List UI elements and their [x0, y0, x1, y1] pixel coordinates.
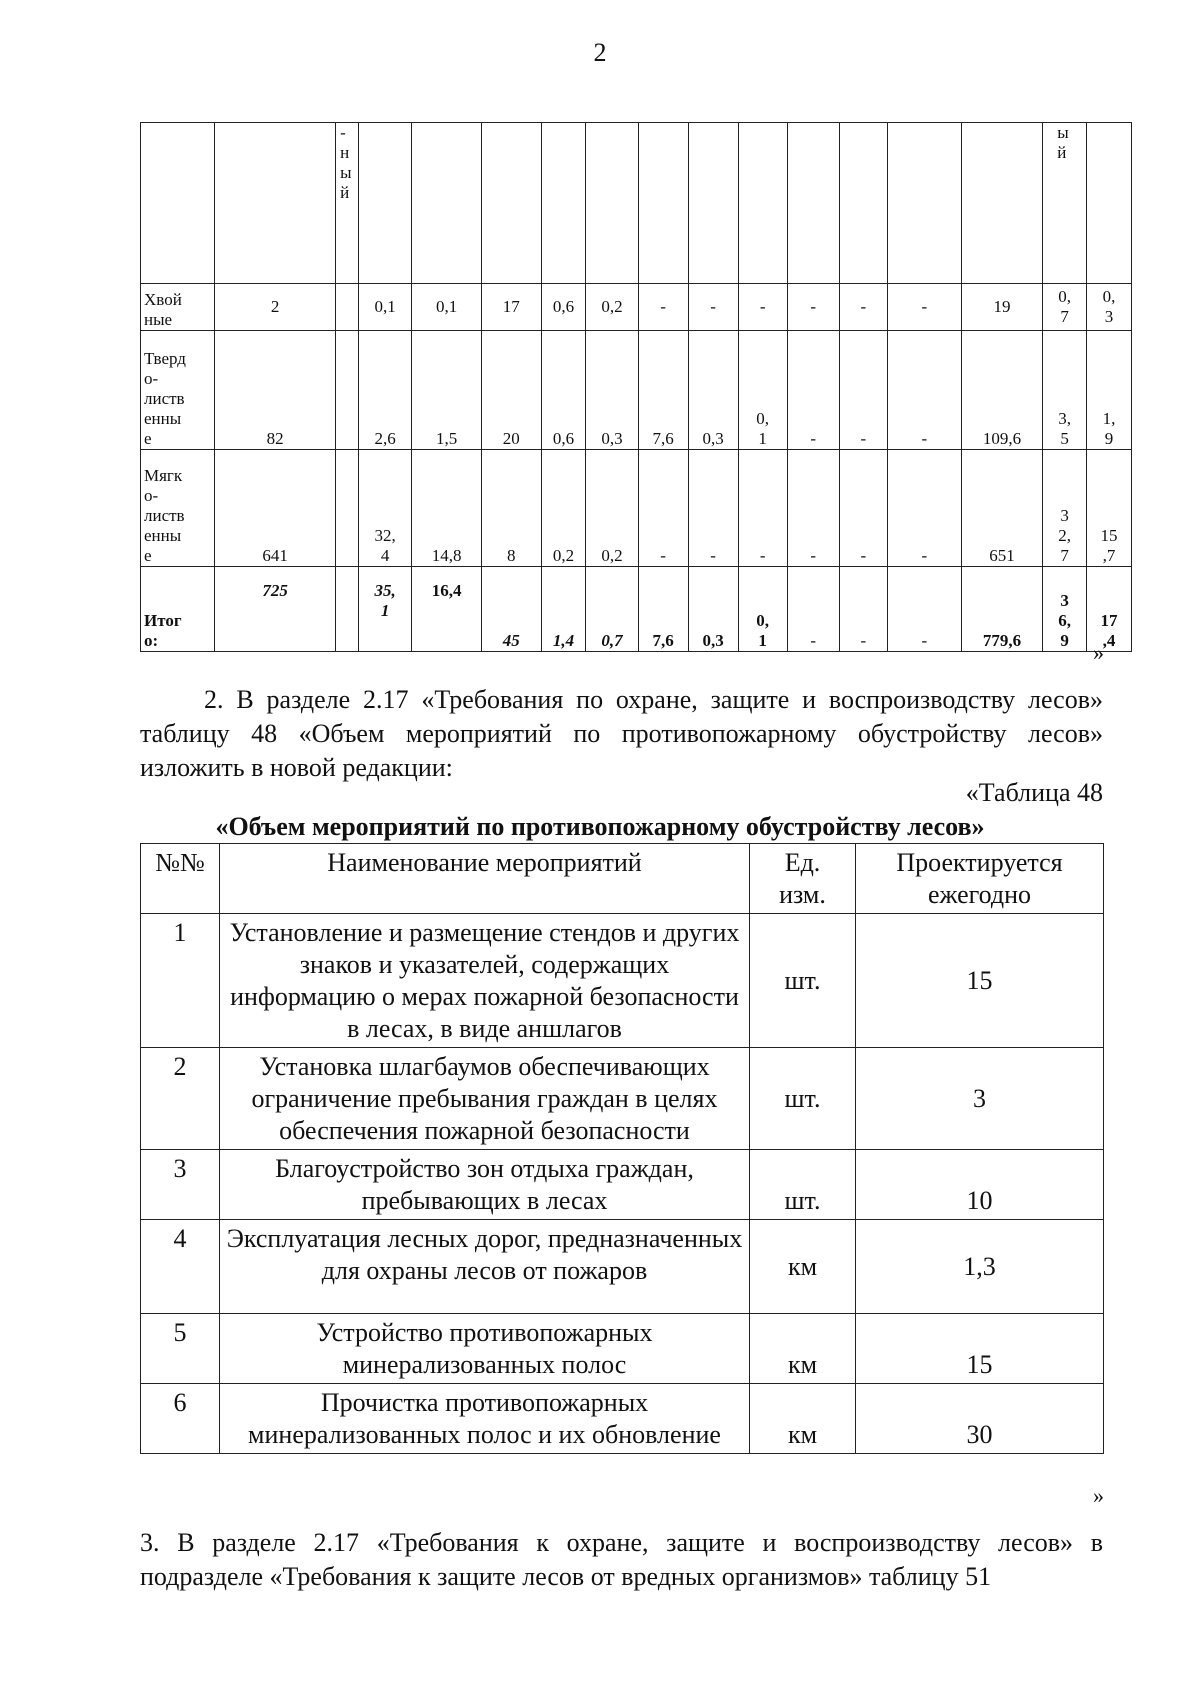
row-name: Мягк о- листв енны е	[141, 450, 215, 567]
table-cell: 17	[482, 284, 541, 331]
table-cell: -	[787, 450, 839, 567]
table-total-row	[141, 567, 1132, 652]
table-cell	[336, 567, 359, 652]
table-cell: 8	[482, 450, 541, 567]
forest-volume-table-continuation	[140, 122, 1132, 652]
page-number: 2	[593, 38, 607, 67]
table-cell: -	[688, 450, 738, 567]
table-close-quote: »	[1093, 1483, 1104, 1508]
table-row	[141, 1150, 1104, 1220]
table-cell: 0,6	[541, 284, 586, 331]
table-cell	[336, 284, 359, 331]
table-cell: -	[787, 567, 839, 652]
row-number: 5	[141, 1314, 220, 1384]
table-cell: 0,2	[541, 450, 586, 567]
table-cell: 1,5	[412, 331, 482, 450]
table-row	[141, 450, 1132, 567]
table-cell: 45	[482, 567, 541, 652]
measure-name: Устройство противопожарных минерализованных полос	[220, 1314, 750, 1384]
planned-value: 15	[856, 1314, 1104, 1384]
table-header-row	[141, 844, 1104, 914]
table-cell: -	[887, 284, 961, 331]
measure-name: Благоустройство зон отдыха граждан, пребывающих в лесах	[220, 1150, 750, 1220]
header-name: Наименование мероприятий	[220, 844, 750, 914]
table-row	[141, 1220, 1104, 1314]
table-cell: 2,6	[359, 331, 412, 450]
header-fragment: ы й	[1043, 123, 1087, 284]
table-cell: 7,6	[638, 567, 688, 652]
table-cell: 16,4	[412, 567, 482, 652]
row-number: 1	[141, 914, 220, 1048]
table-cell: 15 ,7	[1087, 450, 1132, 567]
table-row	[141, 1048, 1104, 1150]
table-cell: 32, 4	[359, 450, 412, 567]
table-cell: 109,6	[961, 331, 1042, 450]
row-number: 6	[141, 1384, 220, 1454]
table-cell: 0, 7	[1043, 284, 1087, 331]
fire-prevention-table	[140, 843, 1104, 1454]
paragraph-3: 3. В разделе 2.17 «Требования к охране, защите и воспроизводству лесов» в подразделе «Требования к защите лесов от вредных организмов» таблицу 51	[140, 1528, 1103, 1591]
paragraph-2: 2. В разделе 2.17 «Требования по охране, защите и воспроизводству лесов» таблицу 48 «Объем мероприятий по противопожарному обустройству лесов» изложить в новой редакции:	[140, 685, 1103, 782]
planned-value: 30	[856, 1384, 1104, 1454]
table-cell: -	[887, 331, 961, 450]
unit-cell: км	[750, 1220, 856, 1314]
header-planned: Проектируется ежегодно	[856, 844, 1104, 914]
table-cell: 0, 1	[738, 331, 787, 450]
table-cell: 779,6	[961, 567, 1042, 652]
table-cell: -	[839, 284, 887, 331]
table-cell: -	[839, 567, 887, 652]
table-row	[141, 1314, 1104, 1384]
table-cell: 0,3	[688, 331, 738, 450]
row-name: Итог о:	[141, 567, 215, 652]
planned-value: 3	[856, 1048, 1104, 1150]
table-cell: -	[839, 331, 887, 450]
table-cell: 725	[215, 567, 336, 652]
header-fragment: - н ы й	[336, 123, 359, 284]
table-cell: 0,6	[541, 331, 586, 450]
measure-name: Прочистка противопожарных минерализованных полос и их обновление	[220, 1384, 750, 1454]
table-row	[141, 331, 1132, 450]
table-close-quote: »	[1093, 640, 1104, 665]
table-cell: 0,3	[586, 331, 638, 450]
table-header-row	[141, 123, 1132, 284]
table-title: «Объем мероприятий по противопожарному обустройству лесов»	[215, 812, 985, 841]
table-cell: 0,3	[688, 567, 738, 652]
table-cell: 19	[961, 284, 1042, 331]
table-cell: -	[738, 284, 787, 331]
table-cell: 1, 9	[1087, 331, 1132, 450]
row-number: 2	[141, 1048, 220, 1150]
table-cell: -	[738, 450, 787, 567]
table-cell: -	[787, 284, 839, 331]
table-cell: 35, 1	[359, 567, 412, 652]
header-unit: Ед. изм.	[750, 844, 856, 914]
table-cell: -	[839, 450, 887, 567]
unit-cell: км	[750, 1384, 856, 1454]
table-caption: «Таблица 48	[965, 778, 1103, 807]
row-number: 4	[141, 1220, 220, 1314]
table-cell: 17 ,4	[1087, 567, 1132, 652]
table-cell: 7,6	[638, 331, 688, 450]
table-cell: 0,7	[586, 567, 638, 652]
table-cell: 0,1	[359, 284, 412, 331]
table-cell: -	[638, 284, 688, 331]
table-cell: 0, 1	[738, 567, 787, 652]
row-name: Хвой ные	[141, 284, 215, 331]
table-row	[141, 914, 1104, 1048]
unit-cell: шт.	[750, 914, 856, 1048]
table-cell: -	[887, 567, 961, 652]
table-row	[141, 1384, 1104, 1454]
measure-name: Эксплуатация лесных дорог, предназначенных для охраны лесов от пожаров	[220, 1220, 750, 1314]
unit-cell: км	[750, 1314, 856, 1384]
table-cell: -	[887, 450, 961, 567]
row-number: 3	[141, 1150, 220, 1220]
table-cell: 2	[215, 284, 336, 331]
measure-name: Установка шлагбаумов обеспечивающих ограничение пребывания граждан в целях обеспечения пожарной безопасности	[220, 1048, 750, 1150]
table-cell: 0, 3	[1087, 284, 1132, 331]
table-cell: 0,2	[586, 450, 638, 567]
table-cell: 14,8	[412, 450, 482, 567]
table-cell: 3 6, 9	[1043, 567, 1087, 652]
planned-value: 10	[856, 1150, 1104, 1220]
table-row	[141, 284, 1132, 331]
table-cell: 82	[215, 331, 336, 450]
table-cell: 1,4	[541, 567, 586, 652]
table-cell: 641	[215, 450, 336, 567]
table-cell: -	[638, 450, 688, 567]
planned-value: 1,3	[856, 1220, 1104, 1314]
table-cell: 0,1	[412, 284, 482, 331]
table-cell: 3 2, 7	[1043, 450, 1087, 567]
table-cell	[336, 331, 359, 450]
unit-cell: шт.	[750, 1150, 856, 1220]
table-cell: 651	[961, 450, 1042, 567]
table-cell: 20	[482, 331, 541, 450]
row-name: Тверд о- листв енны е	[141, 331, 215, 450]
header-num: №№	[141, 844, 220, 914]
unit-cell: шт.	[750, 1048, 856, 1150]
table-cell: -	[688, 284, 738, 331]
table-cell: -	[787, 331, 839, 450]
table-cell: 3, 5	[1043, 331, 1087, 450]
measure-name: Установление и размещение стендов и других знаков и указателей, содержащих информацию о мерах пожарной безопасности в лесах, в виде аншлагов	[220, 914, 750, 1048]
table-cell: 0,2	[586, 284, 638, 331]
planned-value: 15	[856, 914, 1104, 1048]
table-cell	[336, 450, 359, 567]
